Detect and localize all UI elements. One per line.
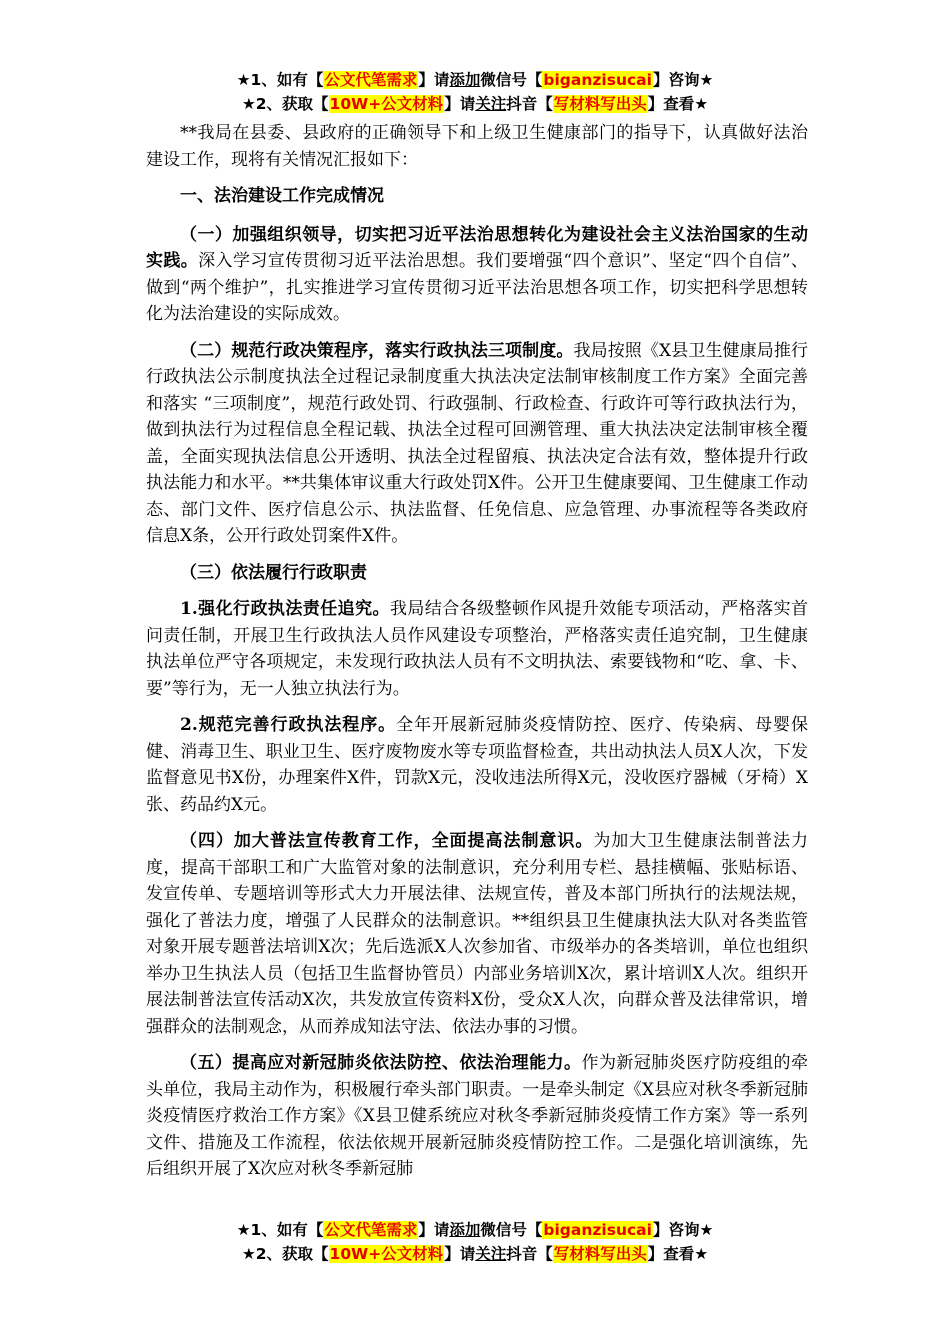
paragraph-heading: 1.强化行政执法责任追究。 — [180, 599, 390, 619]
paragraph-text: 深入学习宣传贯彻习近平法治思想。我们要增强“四个意识”、坚定“四个自信”、做到“两个维护”，扎实推进学习宣传贯彻习近平法治思想各项工作，切实把科学思想转化为法治建设的实际成效。 — [146, 251, 808, 324]
document-body — [146, 120, 808, 1193]
paragraph-heading: （五）提高应对新冠肺炎依法防控、依法治理能力。 — [180, 1053, 582, 1073]
banner-text: 】咨询★ — [652, 71, 714, 89]
banner-text: 】查看★ — [647, 95, 709, 113]
banner-text: 抖音【 — [506, 95, 553, 113]
banner-text: ★1、如有【 — [236, 71, 324, 89]
banner-highlight: 写材料写出头 — [553, 1245, 647, 1263]
banner-text: 抖音【 — [506, 1245, 553, 1263]
banner-highlight: 写材料写出头 — [553, 95, 647, 113]
paragraph-text: 全年开展新冠肺炎疫情防控、医疗、传染病、母婴保健、消毒卫生、职业卫生、医疗废物废水等专项监督检查，共出动执法人员X人次，下发监督意见书X份，办理案件X件，罚款X元，没收违法所得X元，没收医疗器械（牙椅）X张、药品约X元。 — [146, 715, 809, 815]
banner-text: 微信号【 — [480, 1221, 543, 1239]
banner-text: 】请 — [418, 1221, 450, 1239]
paragraph-7 — [146, 1050, 808, 1183]
banner-text: ★2、获取【 — [241, 1245, 329, 1263]
paragraph-text: 为加大卫生健康法制普法力度，提高干部职工和广大监管对象的法制意识，充分利用专栏、悬挂横幅、张贴标语、发宣传单、专题培训等形式大力开展法律、法规宣传，普及本部门所执行的法规法规，强化了普法力度，增强了人民群众的法制意识。**组织县卫生健康执法大队对各类监管对象开展专题普法培训X次；先后选派X人次参加省、市级举办的各类培训，单位也组织举办卫生执法人员（包括卫生监督协管员）内部业务培训X次，累计培训X人次。组织开展法制普法宣传活动X次，共发放宣传资料X份，受众X人次，向群众普及法律常识，增强群众的法制观念，从而养成知法守法、依法办事的习惯。 — [146, 831, 809, 1037]
paragraph-4 — [146, 596, 808, 702]
paragraph-heading: （一）加强组织领导，切实把习近平法治思想转化为建设社会主义法治国家的生动实践。 — [146, 224, 808, 271]
banner-highlight: 10W+公文材料 — [329, 1245, 444, 1263]
banner-underline: 添加 — [449, 1221, 481, 1239]
banner-underline: 添加 — [449, 71, 481, 89]
paragraph-1 — [146, 222, 808, 328]
banner-text: ★1、如有【 — [236, 1221, 324, 1239]
paragraph-heading: （三）依法履行行政职责 — [180, 562, 367, 583]
banner-line-1 — [140, 1218, 810, 1242]
intro-paragraph: **我局在县委、县政府的正确领导下和上级卫生健康部门的指导下，认真做好法治建设工作，现将有关情况汇报如下： — [146, 123, 808, 170]
banner-line-2 — [140, 92, 810, 116]
paragraph-2 — [146, 338, 808, 550]
paragraph-heading: 2.规范完善行政执法程序。 — [180, 715, 397, 735]
paragraph-5 — [146, 712, 808, 818]
section-heading — [146, 183, 808, 210]
banner-highlight: biganzisucai — [543, 71, 652, 89]
banner-text: 】请 — [444, 1245, 476, 1263]
banner-text: 】咨询★ — [652, 1221, 714, 1239]
paragraph-text: 作为新冠肺炎医疗防疫组的牵头单位，我局主动作为，积极履行牵头部门职责。一是牵头制定《X县应对秋冬季新冠肺炎疫情医疗救治工作方案》《X县卫健系统应对秋冬季新冠肺炎疫情工作方案》等一系列文件、措施及工作流程，依法依规开展新冠肺炎疫情防控工作。二是强化培训演练，先后组织开展了X次应对秋冬季新冠肺 — [146, 1053, 809, 1179]
banner-highlight: 10W+公文材料 — [329, 95, 444, 113]
paragraph-heading: （二）规范行政决策程序，落实行政执法三项制度。 — [180, 340, 574, 361]
paragraph-3 — [146, 560, 808, 587]
header-banner — [140, 68, 810, 116]
banner-line-1 — [140, 68, 810, 92]
banner-text: 】查看★ — [647, 1245, 709, 1263]
paragraph-6 — [146, 828, 808, 1040]
paragraph-text: 我局按照《X县卫生健康局推行行政执法公示制度执法全过程记录制度重大执法决定法制审核制度工作方案》全面完善和落实 “三项制度”，规范行政处罚、行政强制、行政检查、行政许可等行政执法行为，做到执法行为过程信息全程记载、执法全过程可回溯管理、重大执法决定法制审核全覆盖，全面实现执法信息公开透明、执法全过程留痕、执法决定合法有效，整体提升行政执法能力和水平。**共集体审议重大行政处罚X件。公开卫生健康要闻、卫生健康工作动态、部门文件、医疗信息公示、执法监督、任免信息、应急管理、办事流程等各类政府信息X条，公开行政处罚案件X件。 — [146, 340, 808, 546]
banner-highlight: biganzisucai — [543, 1221, 652, 1239]
banner-highlight: 公文代笔需求 — [324, 71, 418, 89]
banner-text: ★2、获取【 — [241, 95, 329, 113]
banner-underline: 关注 — [475, 95, 507, 113]
paragraph-text: 我局结合各级整顿作风提升效能专项活动，严格落实首问责任制，开展卫生行政执法人员作风建设专项整治，严格落实责任追究制，卫生健康执法单位严守各项规定，未发现行政执法人员有不文明执法、索要钱物和“吃、拿、卡、要”等行为，无一人独立执法行为。 — [146, 599, 809, 699]
section-title: 一、法治建设工作完成情况 — [180, 186, 384, 206]
banner-line-2 — [140, 1242, 810, 1266]
footer-banner — [140, 1218, 810, 1266]
banner-text: 】请 — [418, 71, 450, 89]
paragraph-heading: （四）加大普法宣传教育工作，全面提高法制意识。 — [180, 831, 594, 851]
banner-text: 微信号【 — [480, 71, 543, 89]
banner-underline: 关注 — [475, 1245, 507, 1263]
banner-highlight: 公文代笔需求 — [324, 1221, 418, 1239]
banner-text: 】请 — [444, 95, 476, 113]
